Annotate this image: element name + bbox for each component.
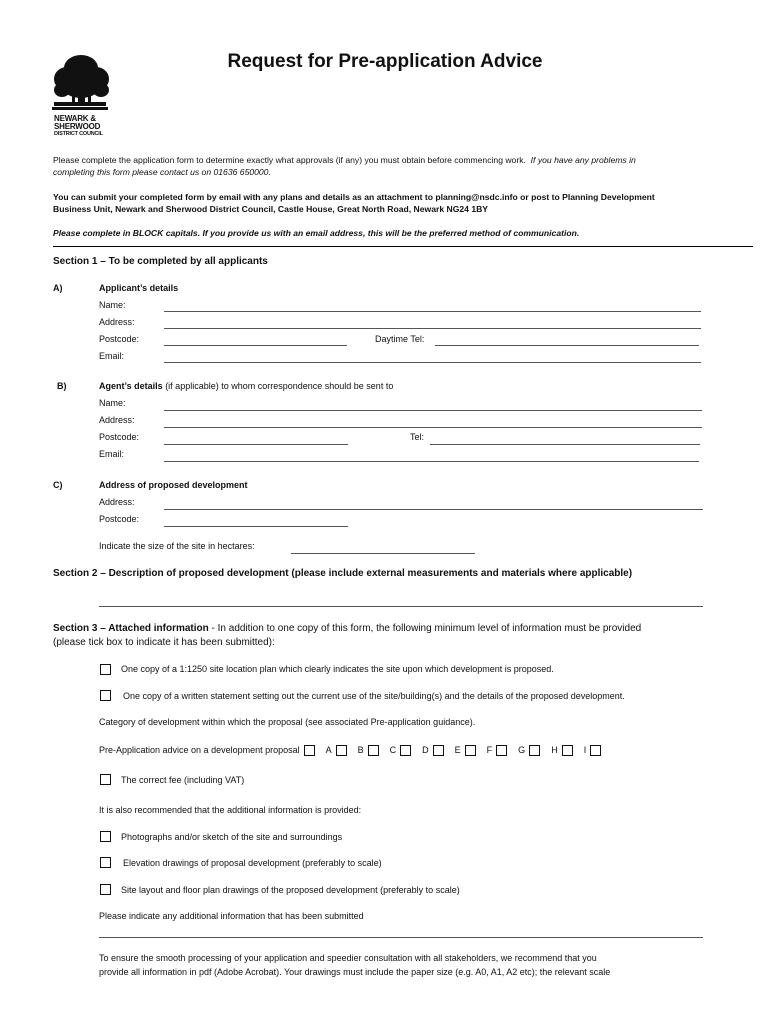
category-d-checkbox[interactable] [400,745,411,756]
category-i-checkbox[interactable] [562,745,573,756]
category-b-checkbox[interactable] [336,745,347,756]
agent-address-label: Address: [99,415,135,425]
advice-label: Pre-Application advice on a development proposal [99,745,300,755]
applicant-address-field[interactable] [164,328,701,329]
development-address-label: Address: [99,497,135,507]
location-plan-checkbox[interactable] [100,664,111,675]
agent-tel-field[interactable] [430,444,700,445]
development-address-field[interactable] [164,509,703,510]
section1-heading: Section 1 – To be completed by all applicants [53,256,268,267]
category-g-label: G [518,745,526,755]
applicant-tel-field[interactable] [435,345,699,346]
category-f-label: F [486,745,493,755]
applicant-tel-label: Daytime Tel: [375,334,425,344]
photos-checkbox[interactable] [100,831,111,842]
category-e-checkbox[interactable] [433,745,444,756]
development-address-heading: Address of proposed development [99,480,248,490]
category-a-label: A [325,745,332,755]
site-layout-checkbox[interactable] [100,884,111,895]
intro-paragraph-3: Please complete in BLOCK capitals. If you provide us with an email address, this will be the preferred method of communication. [53,228,580,238]
applicant-email-field[interactable] [164,362,701,363]
category-a-checkbox[interactable] [304,745,315,756]
agent-email-label: Email: [99,449,125,459]
section-b-marker: B) [57,381,67,391]
site-size-field[interactable] [291,553,475,554]
fee-checkbox[interactable] [100,774,111,785]
additional-info-label: Please indicate any additional information that has been submitted [99,911,364,921]
photos-label: Photographs and/or sketch of the site and surroundings [121,832,343,842]
intro-paragraph-1: Please complete the application form to determine exactly what approvals (if any) you must obtain before commencing work. If you have any problems in completing this form please contact us on 01636 650000. [53,155,636,177]
page-title: Request for Pre-application Advice [227,51,543,72]
category-i-label: I [583,745,587,755]
category-g-checkbox[interactable] [496,745,507,756]
development-postcode-field[interactable] [164,526,348,527]
logo-text: NEWARK & SHERWOOD DISTRICT COUNCIL [54,114,103,137]
recommended-text: It is also recommended that the additional information is provided: [99,805,362,815]
section3-heading: Section 3 – Attached information - In addition to one copy of this form, the following minimum level of information must be provided (please tick box to indicate it has been submitted): [53,623,642,648]
fee-label: The correct fee (including VAT) [121,775,245,785]
category-selector [99,743,612,757]
elevations-checkbox[interactable] [100,857,111,868]
site-size-label: Indicate the size of the site in hectares: [99,541,255,551]
footer-note: To ensure the smooth processing of your application and speedier consultation with all stakeholders, we recommend that you provide all information in pdf (Adobe Acrobat). Your drawings must include the paper size (e.g. A0, A1, A2 etc); the relevant scale [99,953,611,977]
applicant-postcode-field[interactable] [164,345,347,346]
site-layout-label: Site layout and floor plan drawings of the proposed development (preferably to scale) [121,885,460,895]
section-a-marker: A) [53,283,63,293]
divider [53,246,753,247]
applicant-email-label: Email: [99,351,125,361]
category-text: Category of development within which the proposal (see associated Pre-application guidance). [99,717,476,727]
agent-details-heading: Agent’s details (if applicable) to whom correspondence should be sent to [99,381,394,391]
agent-postcode-field[interactable] [164,444,348,445]
agent-name-field[interactable] [164,410,702,411]
category-b-label: B [357,745,364,755]
agent-name-label: Name: [99,398,126,408]
description-field[interactable] [99,606,703,607]
elevations-label: Elevation drawings of proposal development (preferably to scale) [123,858,382,868]
category-h-checkbox[interactable] [529,745,540,756]
applicant-address-label: Address: [99,317,135,327]
category-e-label: E [454,745,461,755]
category-h-label: H [551,745,558,755]
agent-postcode-label: Postcode: [99,432,140,442]
written-statement-label: One copy of a written statement setting out the current use of the site/building(s) and the details of the proposed development. [123,691,625,701]
written-statement-checkbox[interactable] [100,690,111,701]
category-c-checkbox[interactable] [368,745,379,756]
development-postcode-label: Postcode: [99,514,140,524]
category-extra-checkbox[interactable] [590,745,601,756]
section-c-marker: C) [53,480,63,490]
applicant-details-heading: Applicant’s details [99,283,179,293]
category-d-label: D [422,745,429,755]
additional-info-field[interactable] [99,937,703,938]
location-plan-label: One copy of a 1:1250 site location plan which clearly indicates the site upon which development is proposed. [121,664,554,674]
applicant-name-field[interactable] [164,311,701,312]
agent-tel-label: Tel: [410,432,425,442]
category-f-checkbox[interactable] [465,745,476,756]
category-c-label: C [389,745,397,755]
section2-heading: Section 2 – Description of proposed development (please include external measurements and materials where applicable) [53,568,633,579]
applicant-name-label: Name: [99,300,126,310]
applicant-postcode-label: Postcode: [99,334,140,344]
intro-paragraph-2: You can submit your completed form by email with any plans and details as an attachment to planning@nsdc.info or post to Planning Development Business Unit, Newark and Sherwood District Council, Castle House, Great North Road, Newark NG24 1BY [53,192,655,214]
agent-address-field[interactable] [164,427,702,428]
agent-email-field[interactable] [164,461,699,462]
